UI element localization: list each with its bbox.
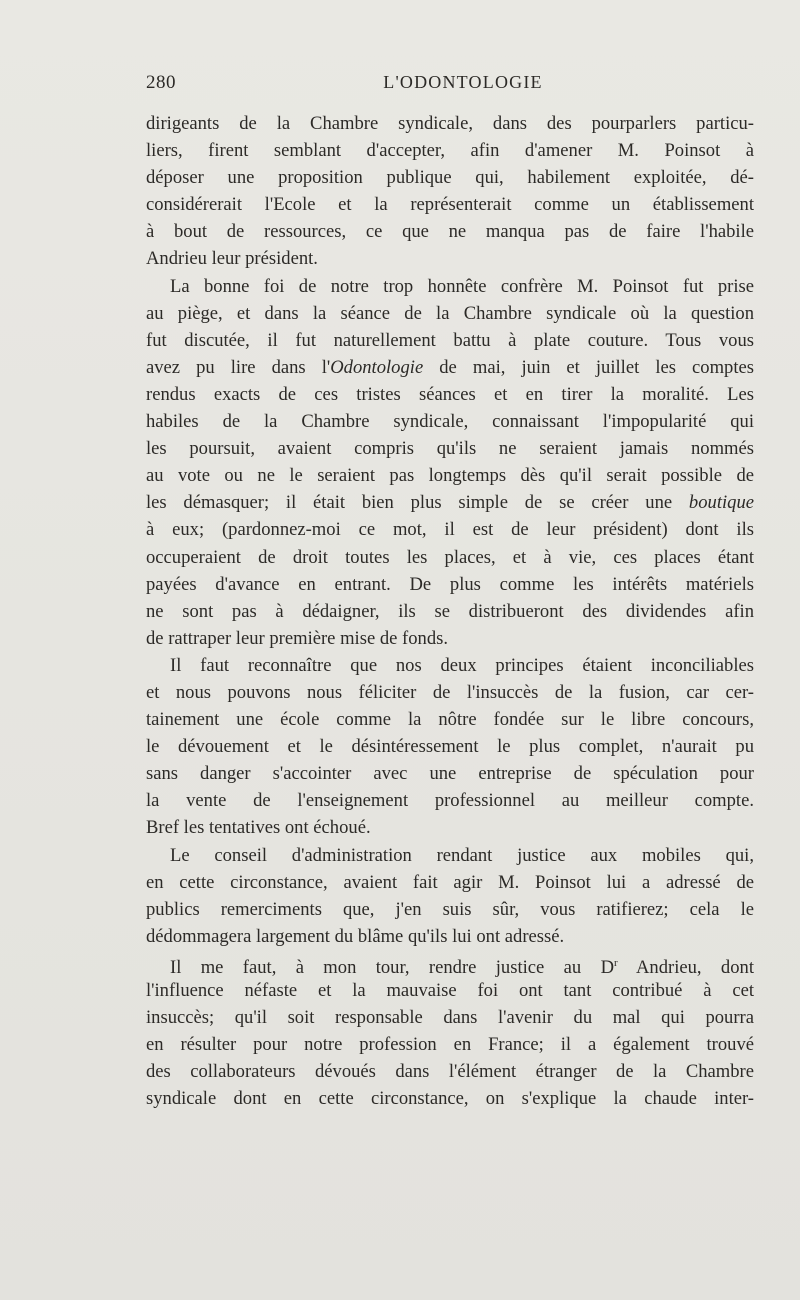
text-segment: Andrieu, dont [617,957,754,979]
text-line: de rattraper leur première mise de fonds. [146,627,449,649]
text-line: à bout de ressources, ce que ne manqua pas de faire l'habile [146,221,754,243]
text-line: l'influence néfaste et la mauvaise foi ont tant contribué à cet [146,980,754,1001]
text-line: occuperaient de droit toutes les places, et à vie, ces places étant [146,546,754,568]
text-line: déposer une proposition publique qui, habilement exploitée, dé- [146,167,754,189]
text-segment: avez pu lire dans l' [146,356,331,378]
text-line: Le conseil d'administration rendant justice aux mobiles qui, [170,844,754,866]
italic-term: Odontologie [330,356,424,378]
text-line: les poursuit, avaient compris qu'ils ne seraient jamais nommés [146,438,754,460]
text-line: considérerait l'Ecole et la représenterait comme un établissement [146,194,754,216]
text-line: en cette circonstance, avaient fait agir M. Poinsot lui a adressé de [146,871,754,893]
text-line: liers, firent semblant d'accepter, afin d'amener M. Poinsot à [146,140,754,162]
text-segment: les démasquer; il était bien plus simple de se créer une [146,492,689,514]
text-line [146,950,754,977]
page-header [146,72,754,100]
text-line: le dévouement et le désintéressement le plus complet, n'aurait pu [146,736,754,758]
page-number: 280 [146,72,176,93]
text-line: Il faut reconnaître que nos deux principes étaient inconciliables [170,654,754,676]
running-title: L'ODONTOLOGIE [383,72,543,92]
text-line: rendus exacts de ces tristes séances et en tirer la moralité. Les [146,383,754,405]
italic-term: boutique [688,492,754,514]
text-line: sans danger s'accointer avec une entreprise de spéculation pour [146,763,754,785]
text-line: Andrieu leur président. [146,248,318,270]
text-line: à eux; (pardonnez-moi ce mot, il est de leur président) dont ils [146,519,754,541]
text-line: au piège, et dans la séance de la Chambre syndicale où la question [146,302,754,324]
text-line [146,489,754,516]
text-line: payées d'avance en entrant. De plus comme les intérêts matériels [146,573,754,595]
text-line [146,354,754,381]
text-segment: Il me faut, à mon tour, rendre justice au D [170,957,614,979]
text-line: la vente de l'enseignement professionnel au meilleur compte. [146,790,754,812]
text-line: dédommagera largement du blâme qu'ils lui ont adressé. [146,925,565,947]
text-line: La bonne foi de notre trop honnête confrère M. Poinsot fut prise [170,275,754,297]
superscript: r [614,956,618,969]
text-line: publics remerciments que, j'en suis sûr, vous ratifierez; cela le [146,898,754,920]
text-line: au vote ou ne le seraient pas longtemps dès qu'il serait possible de [146,465,754,487]
body-text [146,110,754,1112]
text-segment: de mai, juin et juillet les comptes [423,356,754,378]
text-line: des collaborateurs dévoués dans l'élément étranger de la Chambre [146,1061,754,1083]
text-line: insuccès; qu'il soit responsable dans l'avenir du mal qui pourra [146,1007,754,1029]
text-line: fut discutée, il fut naturellement battu à plate couture. Tous vous [146,329,754,351]
text-line: Bref les tentatives ont échoué. [146,817,371,839]
text-line: syndicale dont en cette circonstance, on s'explique la chaude inter- [146,1088,754,1110]
text-line: dirigeants de la Chambre syndicale, dans des pourparlers particu- [146,113,754,134]
text-line: et nous pouvons nous féliciter de l'insuccès de la fusion, car cer- [146,681,754,703]
text-line: ne sont pas à dédaigner, ils se distribueront des dividendes afin [146,600,754,622]
text-line: tainement une école comme la nôtre fondée sur le libre concours, [146,709,754,731]
text-line: en résulter pour notre profession en France; il a également trouvé [146,1034,754,1056]
text-line: habiles de la Chambre syndicale, connaissant l'impopularité qui [146,411,754,433]
